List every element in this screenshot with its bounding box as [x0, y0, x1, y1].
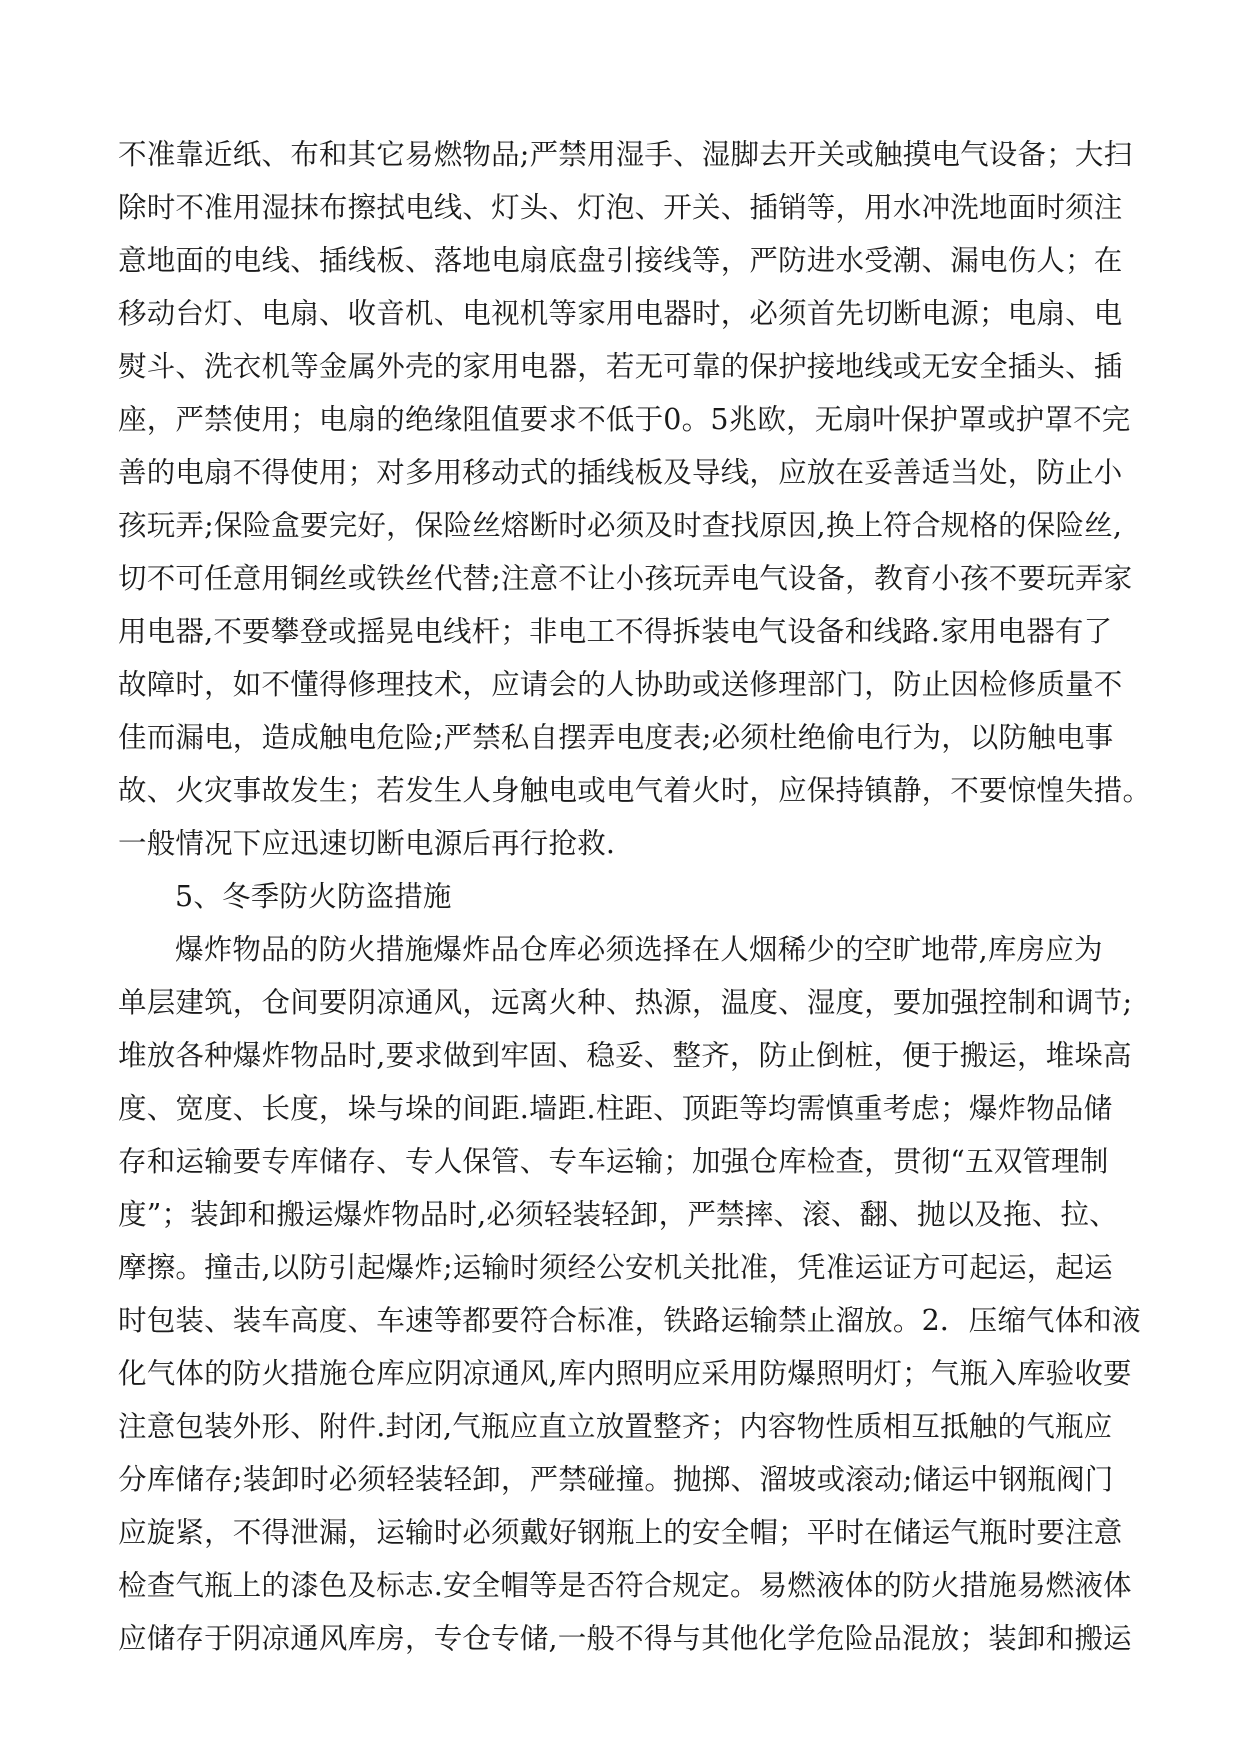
- text-line: 度、宽度、长度，垛与垛的间距.墙距.柱距、顶距等均需慎重考虑；爆炸物品储: [118, 1092, 1113, 1125]
- text-line: 应旋紧，不得泄漏，运输时必须戴好钢瓶上的安全帽；平时在储运气瓶时要注意: [118, 1516, 1123, 1549]
- text-line: 存和运输要专库储存、专人保管、专车运输；加强仓库检查，贯彻“五双管理制: [118, 1145, 1109, 1178]
- text-line: 堆放各种爆炸物品时,要求做到牢固、稳妥、整齐，防止倒桩，便于搬运，堆垛高: [118, 1039, 1132, 1072]
- text-line: 孩玩弄;保险盒要完好，保险丝熔断时必须及时查找原因,换上符合规格的保险丝,: [118, 509, 1123, 542]
- text-line: 时包装、装车高度、车速等都要符合标准，铁路运输禁止溜放。2．压缩气体和液: [118, 1304, 1141, 1337]
- text-line: 故、火灾事故发生；若发生人身触电或电气着火时，应保持镇静，不要惊惶失措。: [118, 774, 1152, 807]
- text-line: 意地面的电线、插线板、落地电扇底盘引接线等，严防进水受潮、漏电伤人；在: [118, 244, 1123, 277]
- paragraph-first-line: 爆炸物品的防火措施爆炸品仓库必须选择在人烟稀少的空旷地带,库房应为: [175, 933, 1103, 966]
- text-line: 摩擦。撞击,以防引起爆炸;运输时须经公安机关批准，凭准运证方可起运，起运: [118, 1251, 1113, 1284]
- text-line: 熨斗、洗衣机等金属外壳的家用电器，若无可靠的保护接地线或无安全插头、插: [118, 350, 1123, 383]
- section-heading: 5、冬季防火防盗措施: [175, 880, 452, 913]
- text-line: 故障时，如不懂得修理技术，应请会的人协助或送修理部门，防止因检修质量不: [118, 668, 1123, 701]
- text-line: 用电器,不要攀登或摇晃电线杆；非电工不得拆装电气设备和线路.家用电器有了: [118, 615, 1113, 648]
- text-line: 应储存于阴凉通风库房，专仓专储,一般不得与其他化学危险品混放；装卸和搬运: [118, 1622, 1132, 1655]
- text-line: 度”；装卸和搬运爆炸物品时,必须轻装轻卸，严禁摔、滚、翻、抛以及拖、拉、: [118, 1198, 1118, 1231]
- text-line: 移动台灯、电扇、收音机、电视机等家用电器时，必须首先切断电源；电扇、电: [118, 297, 1123, 330]
- text-line: 单层建筑，仓间要阴凉通风，远离火种、热源，温度、湿度，要加强控制和调节;: [118, 986, 1133, 1019]
- text-line: 一般情况下应迅速切断电源后再行抢救.: [118, 827, 616, 860]
- text-line: 检查气瓶上的漆色及标志.安全帽等是否符合规定。易燃液体的防火措施易燃液体: [118, 1569, 1132, 1602]
- text-line: 佳而漏电，造成触电危险;严禁私自摆弄电度表;必须杜绝偷电行为，以防触电事: [118, 721, 1114, 754]
- text-line: 善的电扇不得使用；对多用移动式的插线板及导线，应放在妥善适当处，防止小: [118, 456, 1123, 489]
- text-line: 座，严禁使用；电扇的绝缘阻值要求不低于0。5兆欧，无扇叶保护罩或护罩不完: [118, 403, 1131, 436]
- text-line: 分库储存;装卸时必须轻装轻卸，严禁碰撞。抛掷、溜坡或滚动;储运中钢瓶阀门: [118, 1463, 1114, 1496]
- text-line: 注意包装外形、附件.封闭,气瓶应直立放置整齐；内容物性质相互抵触的气瓶应: [118, 1410, 1113, 1443]
- text-line: 除时不准用湿抹布擦拭电线、灯头、灯泡、开关、插销等，用水冲洗地面时须注: [118, 191, 1123, 224]
- text-line: 不准靠近纸、布和其它易燃物品;严禁用湿手、湿脚去开关或触摸电气设备；大扫: [118, 138, 1133, 171]
- text-line: 切不可任意用铜丝或铁丝代替;注意不让小孩玩弄电气设备，教育小孩不要玩弄家: [118, 562, 1133, 595]
- text-line: 化气体的防火措施仓库应阴凉通风,库内照明应采用防爆照明灯；气瓶入库验收要: [118, 1357, 1132, 1390]
- body-text: [118, 128, 1152, 1665]
